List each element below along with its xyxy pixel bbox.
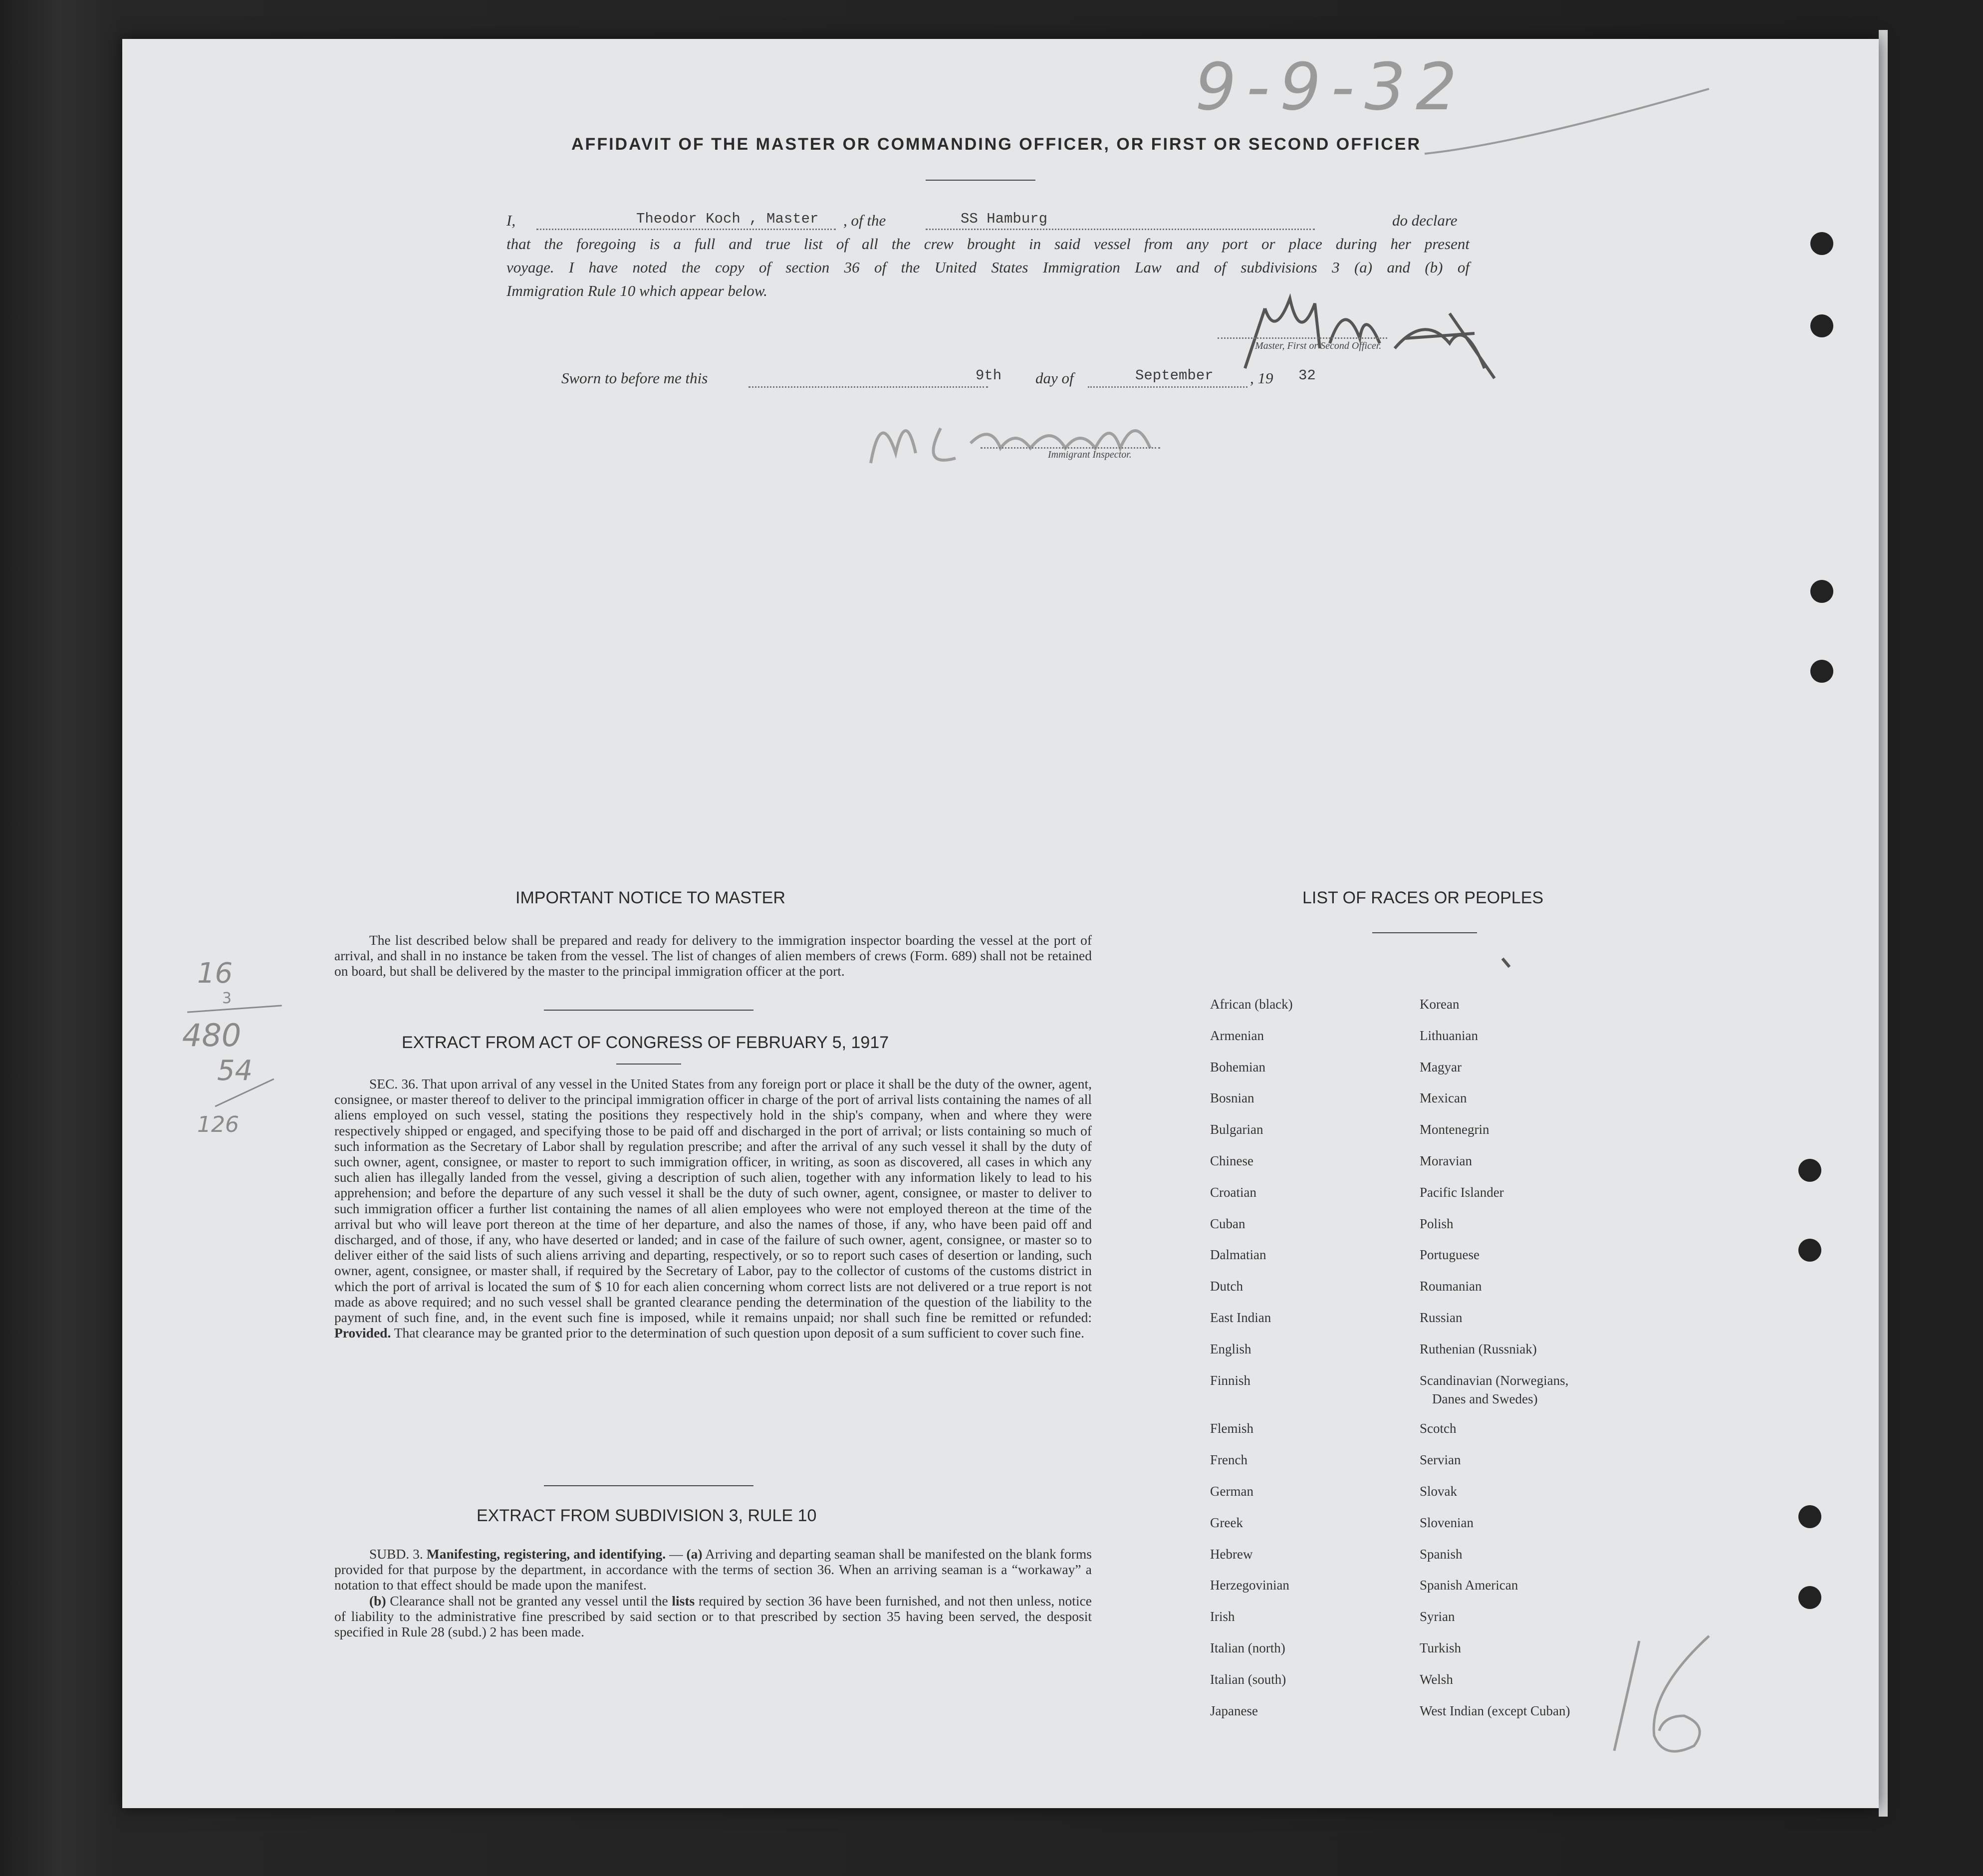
master-name-field: Theodor Koch , Master <box>636 211 819 227</box>
master-name-line <box>536 229 836 230</box>
race-item: West Indian (except Cuban) <box>1420 1703 1570 1718</box>
rule-a-label: (a) <box>686 1546 703 1562</box>
race-item: Bosnian <box>1210 1090 1254 1106</box>
race-item: Slovenian <box>1420 1515 1474 1530</box>
race-item: Dalmatian <box>1210 1247 1266 1263</box>
race-item: Russian <box>1420 1310 1463 1325</box>
stray-mark <box>1501 958 1511 968</box>
notice-divider <box>544 1010 753 1011</box>
inspector-line <box>981 447 1160 449</box>
race-item: East Indian <box>1210 1310 1271 1325</box>
inspector-caption: Immigrant Inspector. <box>1048 449 1132 460</box>
act-end-divider <box>544 1485 753 1486</box>
race-item: Lithuanian <box>1420 1028 1478 1043</box>
race-item: Croatian <box>1210 1184 1256 1200</box>
vessel-name-line <box>926 229 1315 230</box>
rule-subd-title: Manifesting, registering, and identifying. <box>426 1546 666 1562</box>
race-item: Flemish <box>1210 1421 1254 1436</box>
race-item: Korean <box>1420 997 1460 1012</box>
margin-note-480: 480 <box>182 1017 242 1054</box>
race-item: Magyar <box>1420 1059 1462 1074</box>
act-provided: Provided. <box>334 1325 391 1341</box>
declaration-line-2: voyage. I have noted the copy of section 36 of the United States Immigration Law and of subdivisions 3 (a) and (b) of <box>506 259 1470 276</box>
race-item: Turkish <box>1420 1640 1462 1655</box>
race-item: Roumanian <box>1420 1279 1482 1294</box>
rule-b-text1: Clearance shall not be granted any vessel until the <box>390 1593 668 1608</box>
race-item: Irish <box>1210 1609 1235 1624</box>
intro-i: I, <box>506 212 516 229</box>
rule-b-text2: required by section 36 have been furnished, and not then unless, notice of liability to the administrative fine prescribed by said section or to that prescribed by section 35 having been served, the desposit specified in Rule 28 (subd.) 2 has been made. <box>334 1593 1092 1640</box>
document-page <box>122 39 1879 1808</box>
margin-note-3: 3 <box>222 990 232 1007</box>
race-item: Herzegovinian <box>1210 1578 1289 1593</box>
sworn-prefix: Sworn to before me this <box>561 369 708 387</box>
race-item: Servian <box>1420 1452 1461 1468</box>
act-paragraph <box>334 1076 1092 1340</box>
vessel-name-field: SS Hamburg <box>961 211 1048 227</box>
sworn-month-field: September <box>1135 367 1214 384</box>
affidavit-title: AFFIDAVIT OF THE MASTER OR COMMANDING OFFICER, OR FIRST OR SECOND OFFICER <box>571 135 1421 154</box>
do-declare-text: do declare <box>1392 212 1458 229</box>
handwritten-date: 9-9-32 <box>1195 49 1467 125</box>
punch-hole <box>1810 314 1833 337</box>
race-item: Japanese <box>1210 1703 1258 1718</box>
declaration-line-3: Immigration Rule 10 which appear below. <box>506 282 767 299</box>
race-item: Hebrew <box>1210 1546 1253 1562</box>
race-item: Finnish <box>1210 1372 1251 1388</box>
rule-paragraph-b <box>334 1593 1092 1640</box>
punch-hole <box>1798 1159 1821 1182</box>
notice-paragraph: The list described below shall be prepared and ready for delivery to the immigration inspector boarding the vessel at the port of arrival, and shall in no instance be taken from the vessel. The list of changes of alien members of crews (Form. 689) shall not be retained on board, but shall be delivered by the master to the principal immigration officer at the port. <box>334 932 1092 979</box>
race-item: Scotch <box>1420 1421 1457 1436</box>
race-item: Spanish American <box>1420 1578 1518 1593</box>
race-item: Cuban <box>1210 1216 1245 1231</box>
race-item: Bulgarian <box>1210 1122 1263 1137</box>
inspector-signature <box>841 388 1200 478</box>
punch-hole <box>1798 1586 1821 1609</box>
notice-heading: IMPORTANT NOTICE TO MASTER <box>515 888 785 907</box>
rule-subd-prefix: SUBD. 3. <box>369 1546 423 1562</box>
act-divider <box>616 1064 681 1065</box>
race-item: Polish <box>1420 1216 1454 1231</box>
sworn-day-field: 9th <box>976 367 1002 384</box>
handwritten-16 <box>1609 1631 1719 1761</box>
year-suffix: 32 <box>1298 367 1316 384</box>
rule-dash: — <box>666 1546 687 1562</box>
race-item: African (black) <box>1210 997 1293 1012</box>
paper-edge <box>1879 30 1888 1817</box>
punch-hole <box>1798 1239 1821 1262</box>
rule-text <box>334 1546 1092 1639</box>
race-item: Scandinavian (Norwegians, <box>1420 1372 1569 1388</box>
race-item: English <box>1210 1341 1251 1356</box>
rule-b-lists: lists <box>672 1593 695 1608</box>
notice-text <box>334 932 1092 979</box>
race-item: Bohemian <box>1210 1059 1265 1074</box>
race-item: Slovak <box>1420 1484 1458 1499</box>
act-text-main: SEC. 36. That upon arrival of any vessel in the United States from any foreign port or place it shall be the duty of the owner, agent, consignee, or master thereof to deliver to the principal immigration officer in charge of the port of arrival lists containing the names of all aliens employed on such vessel, stating the positions they respectively hold in the ship's company, when and where they were respectively shipped or engaged, and specifying those to be paid off and discharged in the port of arrival; or lists containing so much of such information as the Secretary of Labor shall by regulation prescribe; and after the arrival of any such vessel it shall by the duty of such owner, agent, consignee, or master to report to such immigration officer, in writing, as soon as discovered, all cases in which any such alien has illegally landed from the vessel, giving a description of such alien, together with any information likely to lead to his apprehension; and before the departure of any such vessel it shall be the duty of such owner, agent, consignee, or master to deliver to such immigration officer a further list containing the names of all alien employees who were not employed thereon at the time of the arrival but who will leave port thereon at the time of her departure, and also the names of those, if any, who have been paid off and discharged, and of those, if any, who have deserted or landed; and in case of the failure of such owner, agent, consignee, or master so to deliver either of the said lists of such aliens arriving and departing, respectively, or so to report such cases of desertion or landing, such owner, agent, consignee, or master shall, if required by the Secretary of Labor, pay to the collector of customs of the customs district in which the port of arrival is located the sum of $ 10 for each alien concerning whom correct lists are not delivered or a true report is not made as above required; and no such vessel shall be granted clearance pending the determination of the question of the liability to the payment of such fine, and, in the event such fine is imposed, while it remains unpaid; nor shall such fine be remitted or refunded: <box>334 1076 1092 1326</box>
punch-hole <box>1810 232 1833 255</box>
signature-line <box>1218 337 1387 339</box>
sworn-month-line <box>1088 386 1247 388</box>
race-item: Greek <box>1210 1515 1243 1530</box>
race-item: Portuguese <box>1420 1247 1480 1263</box>
act-text <box>334 1076 1092 1340</box>
day-of-text: day of <box>1035 369 1074 387</box>
margin-note-126: 126 <box>197 1112 239 1137</box>
race-item: Mexican <box>1420 1090 1467 1106</box>
races-divider <box>1372 932 1477 933</box>
rule-b-label: (b) <box>369 1593 386 1608</box>
punch-hole <box>1810 660 1833 683</box>
sworn-day-line <box>748 386 988 388</box>
rule-heading: EXTRACT FROM SUBDIVISION 3, RULE 10 <box>477 1506 817 1525</box>
punch-hole <box>1810 580 1833 603</box>
races-heading: LIST OF RACES OR PEOPLES <box>1302 888 1544 907</box>
declaration-line-1: that the foregoing is a full and true list of all the crew brought in said vessel from any port or place during her present <box>506 235 1470 253</box>
margin-fraction-bar <box>187 1005 282 1013</box>
race-item: Pacific Islander <box>1420 1184 1504 1200</box>
race-item: Montenegrin <box>1420 1122 1489 1137</box>
race-item: Moravian <box>1420 1153 1472 1168</box>
title-divider <box>926 180 1035 181</box>
race-item: Welsh <box>1420 1671 1453 1687</box>
race-item: German <box>1210 1484 1253 1499</box>
handwritten-date-stroke <box>1420 84 1719 159</box>
of-the-text: , of the <box>843 212 886 229</box>
punch-hole <box>1798 1505 1821 1528</box>
signature-caption: Master, First or Second Officer. <box>1255 340 1382 351</box>
race-item: Dutch <box>1210 1279 1243 1294</box>
act-text-after: That clearance may be granted prior to the determination of such question upon deposit of a sum sufficient to cover such fine. <box>394 1325 1084 1341</box>
race-item: Syrian <box>1420 1609 1455 1624</box>
rule-paragraph-a <box>334 1546 1092 1593</box>
race-item: French <box>1210 1452 1247 1468</box>
race-item: Ruthenian (Russniak) <box>1420 1341 1537 1356</box>
rule-a-text: Arriving and departing seaman shall be manifested on the blank forms provided for that purpose by the department, in accordance with the terms of section 36. When an arriving seaman is a “workaway” a notation to that effect should be made upon the manifest. <box>334 1546 1092 1593</box>
race-item: Italian (north) <box>1210 1640 1285 1655</box>
race-item: Italian (south) <box>1210 1671 1286 1687</box>
race-item: Danes and Swedes) <box>1432 1391 1538 1406</box>
race-item: Armenian <box>1210 1028 1264 1043</box>
act-heading: EXTRACT FROM ACT OF CONGRESS OF FEBRUARY 5, 1917 <box>402 1033 889 1052</box>
race-item: Spanish <box>1420 1546 1463 1562</box>
margin-note-16: 16 <box>197 957 233 990</box>
race-item: Chinese <box>1210 1153 1253 1168</box>
margin-note-54: 54 <box>217 1055 253 1087</box>
year-prefix: , 19 <box>1250 369 1273 387</box>
